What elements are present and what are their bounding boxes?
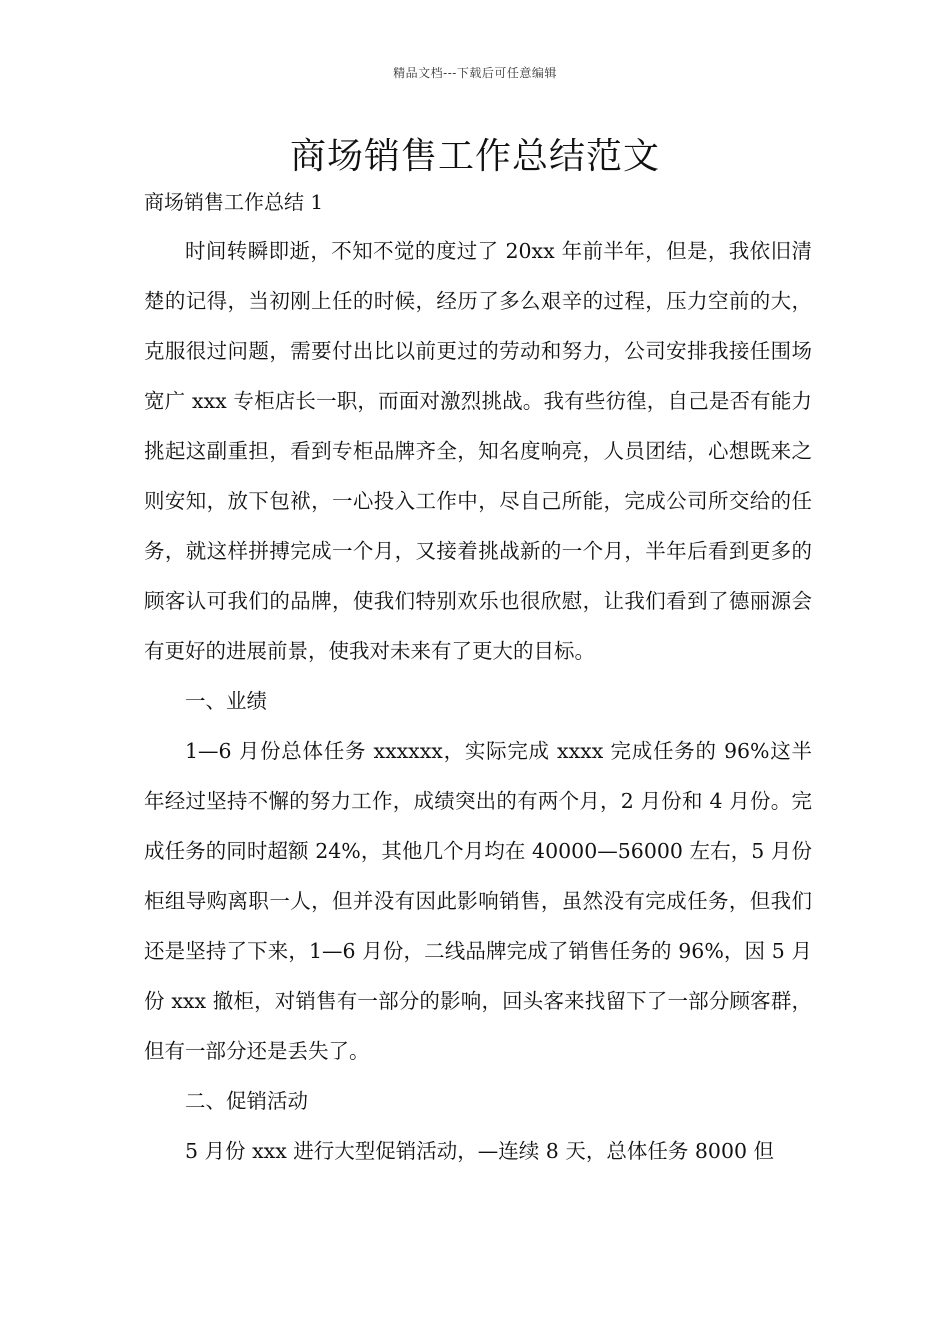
heading-promotion: 二、促销活动 xyxy=(185,1089,308,1113)
header-note: 精品文档---下载后可任意编辑 xyxy=(393,66,557,80)
document-title: 商场销售工作总结范文 xyxy=(289,136,660,177)
section-subtitle: 商场销售工作总结 1 xyxy=(144,190,324,214)
paragraph-promotion: 5 月份 xxx 进行大型促销活动，—连续 8 天，总体任务 8000 但 xyxy=(185,1139,775,1163)
document-body xyxy=(144,226,812,1176)
heading-performance: 一、业绩 xyxy=(185,689,267,713)
paragraph-performance: 1—6 月份总体任务 xxxxxx，实际完成 xxxx 完成任务的 96%这半年经过坚持不懈的努力工作，成绩突出的有两个月，2 月份和 4 月份。完成任务的同时超额 24%，其他几个月均在 40000—56000 左右，5 月份柜组导购离职一人，但并没有因此影响销售，虽然没有完成任务，但我们还是坚持了下来，1—6 月份，二线品牌完成了销售任务的 96%，因 5 月份 xxx 撤柜，对销售有一部分的影响，回头客来找留下了一部分顾客群，但有一部分还是丢失了。 xyxy=(144,739,812,1063)
paragraph-intro: 时间转瞬即逝，不知不觉的度过了 20xx 年前半年，但是，我依旧清楚的记得，当初刚上任的时候，经历了多么艰辛的过程，压力空前的大，克服很过问题，需要付出比以前更过的劳动和努力，公司安排我接任围场宽广 xxx 专柜店长一职，而面对激烈挑战。我有些彷徨，自己是否有能力挑起这副重担，看到专柜品牌齐全，知名度响亮，人员团结，心想既来之则安知，放下包袱，一心投入工作中，尽自己所能，完成公司所交给的任务，就这样拼搏完成一个月，又接着挑战新的一个月，半年后看到更多的顾客认可我们的品牌，使我们特别欢乐也很欣慰，让我们看到了德丽源会有更好的进展前景，使我对未来有了更大的目标。 xyxy=(144,239,812,663)
